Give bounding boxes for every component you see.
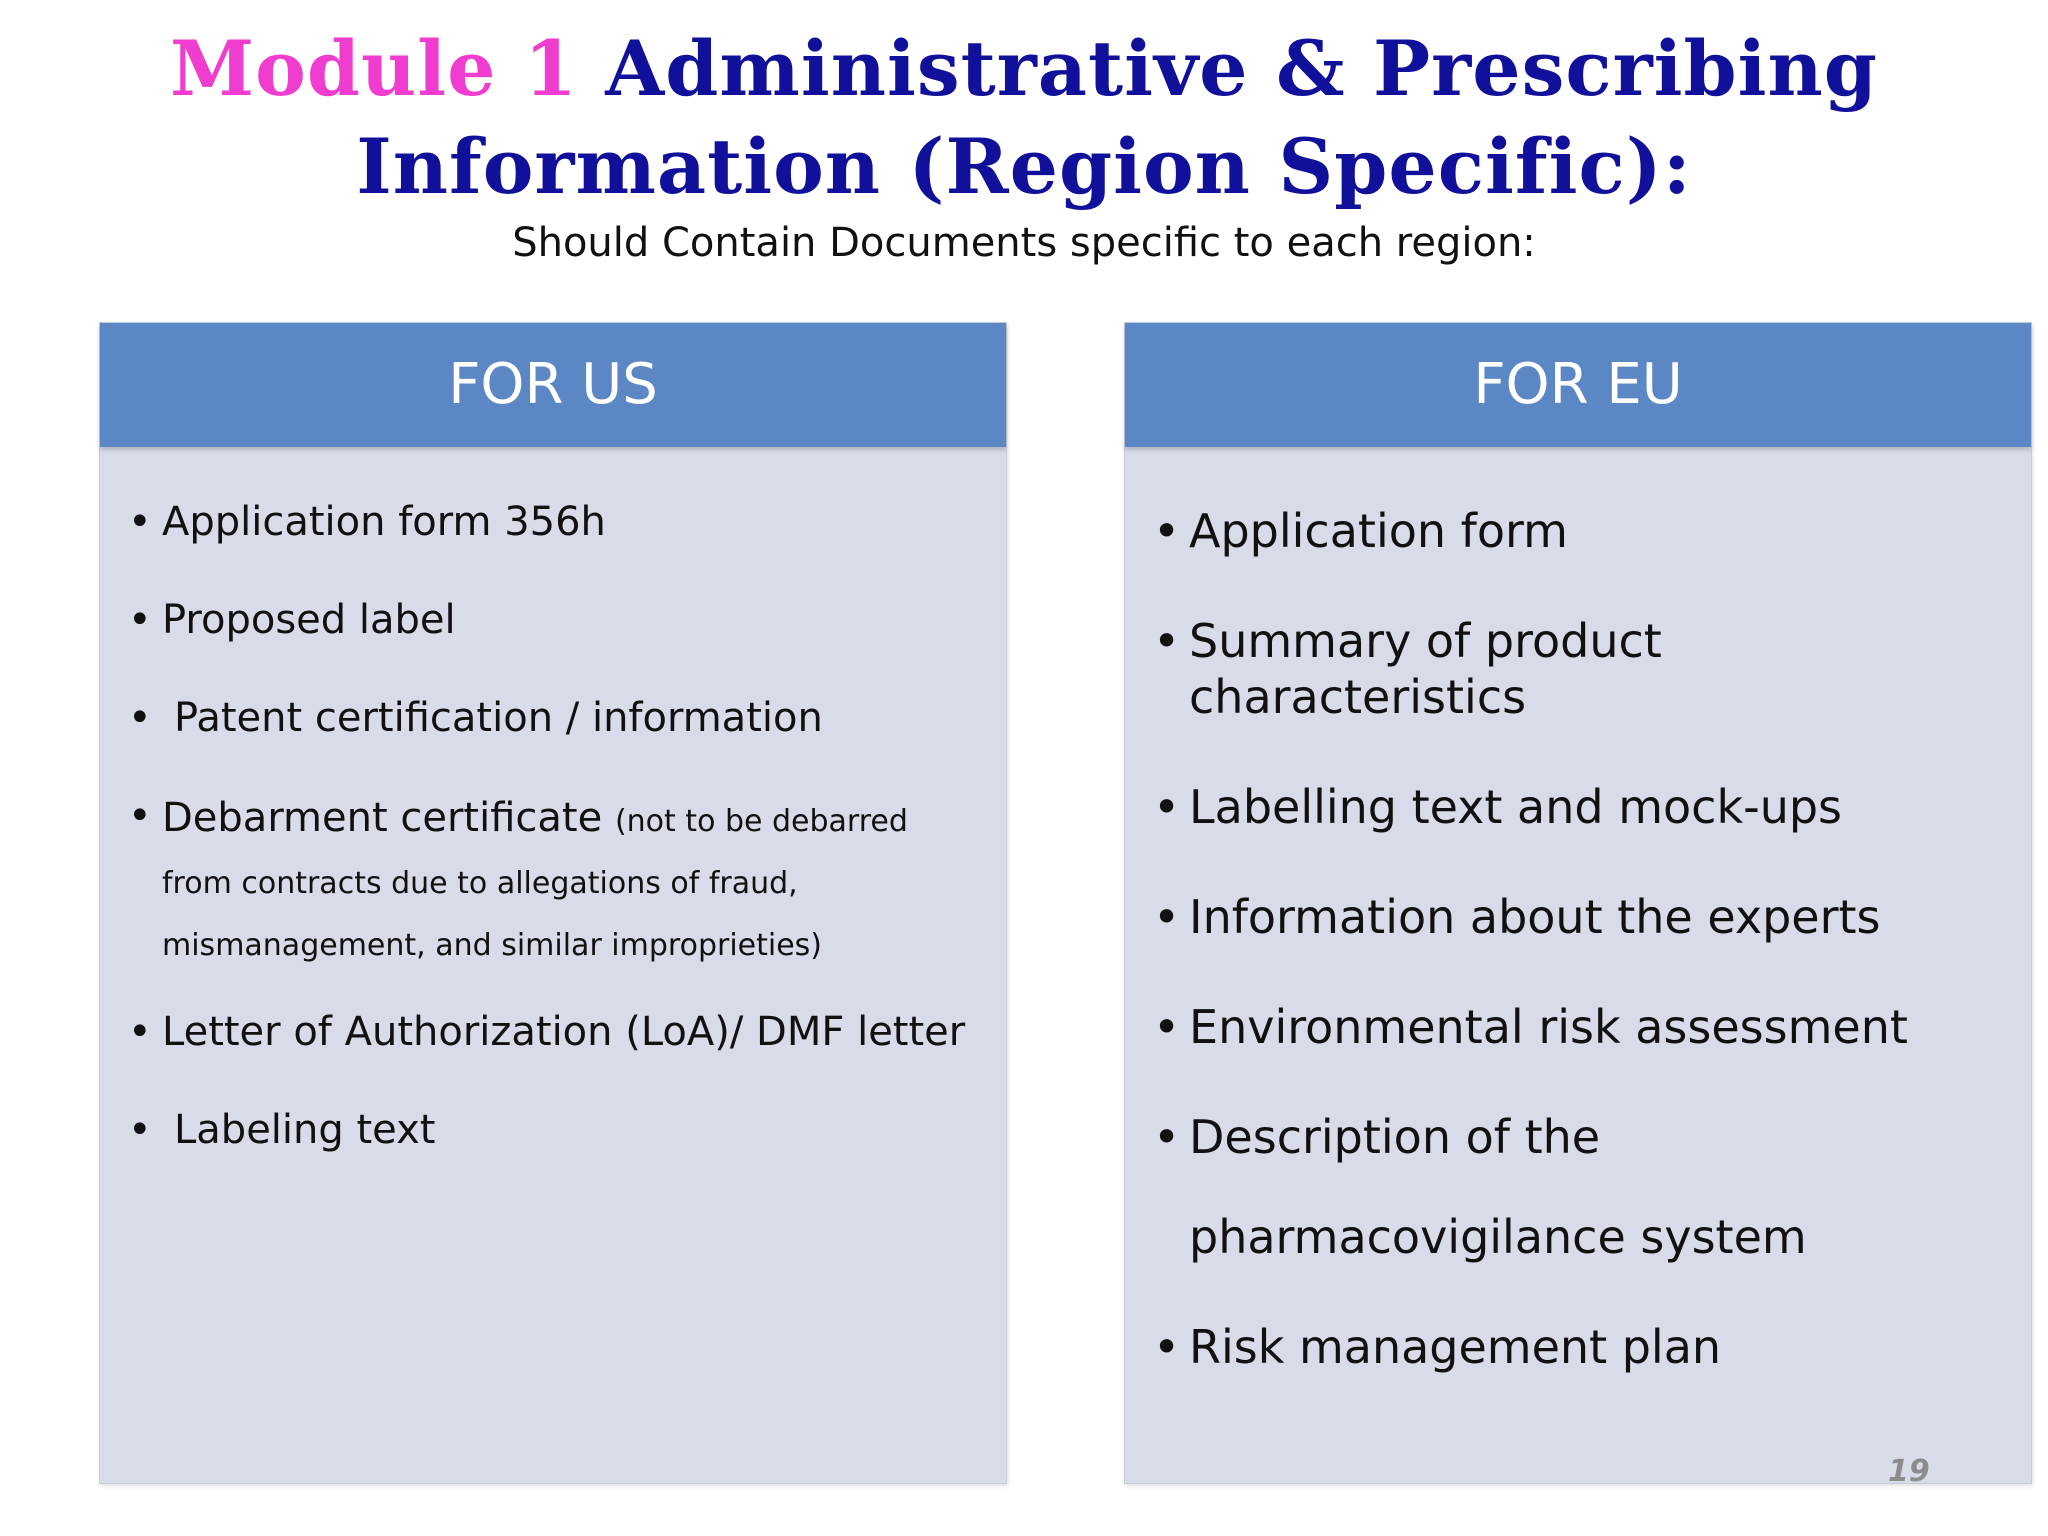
list-item: • Letter of Authorization (LoA)/ DMF letter	[128, 1009, 966, 1055]
bullet-icon: •	[128, 499, 152, 545]
list-item: • Information about the experts	[1153, 890, 1881, 944]
list-item: • Labelling text and mock-ups	[1153, 780, 1843, 834]
list-item: • Application form 356h	[128, 499, 606, 545]
title-line-2: Information (Region Specific):	[356, 122, 1692, 211]
bullet-icon: •	[128, 597, 152, 643]
list-item: • Application form	[1153, 504, 1568, 558]
panel-us-header: FOR US	[100, 323, 1006, 447]
panel-us-list	[100, 497, 1006, 1155]
title-block	[0, 20, 2048, 268]
panel-us	[99, 322, 1007, 1484]
bullet-icon: •	[1153, 504, 1181, 558]
panel-eu	[1124, 322, 2032, 1484]
list-item: • Proposed label	[128, 597, 456, 643]
panel-eu-header: FOR EU	[1125, 323, 2031, 447]
subtitle: Should Contain Documents specific to each region:	[512, 220, 1536, 266]
list-item: • Environmental risk assessment	[1153, 1000, 1908, 1054]
bullet-icon: •	[1153, 1110, 1181, 1164]
list-item: • Summary of product characteristics	[1153, 614, 1662, 724]
list-item: • Risk management plan	[1153, 1320, 1722, 1374]
list-item: • Patent certification / information	[128, 695, 823, 741]
list-item-debarment: • Debarment certificate (not to be debarred from contracts due to allegations of fraud, mismanagement, and similar improprieties)	[128, 793, 908, 963]
bullet-icon: •	[128, 695, 152, 741]
bullet-icon: •	[1153, 780, 1181, 834]
panel-eu-list	[1125, 503, 2031, 1375]
bullet-icon: •	[1153, 890, 1181, 944]
debarment-note: (not to be debarred from contracts due to allegations of fraud, mismanagement, and similar improprieties)	[162, 804, 908, 963]
bullet-icon: •	[128, 1107, 152, 1153]
bullet-icon: •	[1153, 1000, 1181, 1054]
page-number: 19	[1888, 1454, 1930, 1489]
bullet-icon: •	[128, 1009, 152, 1055]
bullet-icon: •	[128, 793, 152, 839]
bullet-icon: •	[1153, 1320, 1181, 1374]
title-main-part: Administrative & Prescribing	[605, 24, 1878, 113]
title-module-label: Module 1	[170, 24, 578, 113]
bullet-icon: •	[1153, 614, 1181, 668]
list-item: • Description of the pharmacovigilance system	[1153, 1087, 2011, 1287]
list-item: • Labeling text	[128, 1107, 436, 1153]
title-line-1	[0, 20, 2048, 118]
